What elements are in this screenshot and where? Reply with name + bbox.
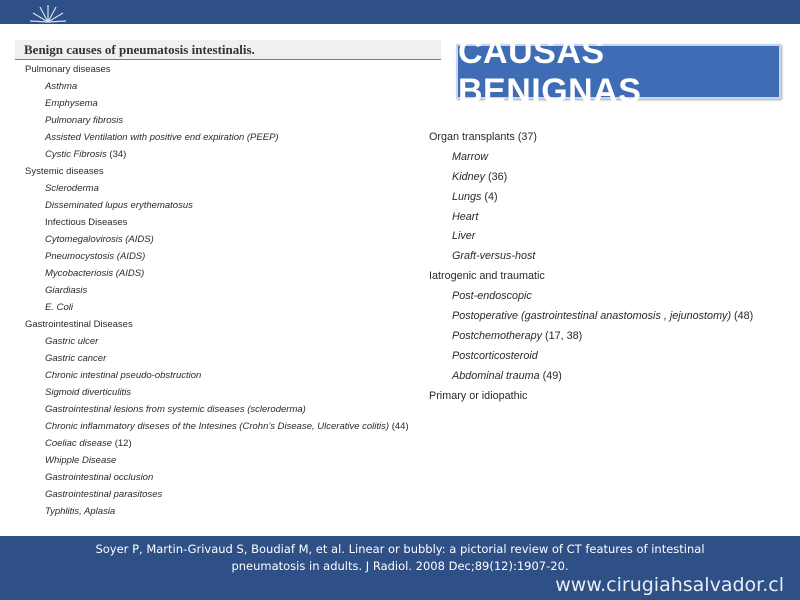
left-text: Infectious Diseases: [45, 217, 128, 228]
right-text: Heart: [452, 210, 479, 223]
left-item: [25, 114, 455, 131]
right-category: [429, 130, 799, 150]
right-text: Primary or idiopathic: [429, 389, 528, 402]
right-text: Post-endoscopic: [452, 290, 532, 303]
title-badge: CAUSAS BENIGNAS: [456, 44, 781, 99]
footer-band: [0, 536, 800, 600]
left-reference: (12): [112, 438, 132, 449]
left-item: [25, 301, 455, 318]
right-item: [429, 289, 799, 309]
left-item: [25, 352, 455, 369]
citation: [40, 541, 760, 575]
right-text: Organ transplants: [429, 131, 515, 143]
right-text: Lungs: [452, 190, 482, 203]
right-text: Graft-versus-host: [452, 250, 536, 263]
left-text: E. Coli: [45, 302, 73, 313]
left-category: [25, 165, 455, 182]
left-text: Chronic intestinal pseudo-obstruction: [45, 370, 202, 381]
website-link[interactable]: www.cirugiahsalvador.cl: [555, 574, 784, 596]
right-reference: (17, 38): [542, 329, 583, 342]
right-text: Iatrogenic and traumatic: [429, 270, 545, 283]
left-item: [25, 386, 455, 403]
left-text: Coeliac disease: [45, 438, 113, 449]
right-item: [429, 349, 799, 369]
table-header: Benign causes of pneumatosis intestinalis.: [15, 40, 441, 60]
right-text: Postcorticosteroid: [452, 349, 538, 362]
left-item: [25, 454, 455, 471]
left-item: [25, 335, 455, 352]
left-text: Whipple Disease: [45, 455, 117, 466]
left-text: Pulmonary diseases: [25, 64, 111, 75]
right-item: [429, 329, 799, 349]
left-item: [25, 403, 455, 420]
left-item: [25, 148, 455, 165]
left-text: Mycobacteriosis (AIDS): [45, 268, 145, 279]
right-text: Marrow: [452, 150, 488, 163]
left-text: Gastrointestinal Diseases: [25, 319, 133, 330]
top-band: [0, 0, 800, 24]
left-item: [25, 97, 455, 114]
left-text: Asthma: [45, 81, 78, 92]
left-text: Gastrointestinal lesions from systemic diseases (scleroderma): [45, 404, 306, 415]
left-item: [25, 250, 455, 267]
sunburst-logo-icon: [28, 2, 68, 24]
right-reference: (48): [731, 310, 754, 323]
right-cause-list: [429, 130, 799, 408]
left-category: [25, 63, 455, 80]
left-text: Typhlitis, Aplasia: [45, 506, 116, 517]
left-item: [25, 488, 455, 505]
left-text: Disseminated lupus erythematosus: [45, 200, 193, 211]
left-text: Gastric cancer: [45, 353, 107, 364]
left-text: Emphysema: [45, 98, 98, 109]
right-text: Abdominal trauma: [452, 369, 540, 382]
right-item: [429, 170, 799, 190]
left-text: Gastric ulcer: [45, 336, 99, 347]
left-item: [25, 267, 455, 284]
left-item: [25, 131, 455, 148]
left-text: Pulmonary fibrosis: [45, 115, 124, 126]
right-item: [429, 369, 799, 389]
citation-line-2: pneumatosis in adults. J Radiol. 2008 Dec;89(12):1907-20.: [231, 559, 569, 573]
left-item: [25, 420, 455, 437]
left-text: Scleroderma: [45, 183, 99, 194]
left-item: [25, 437, 455, 454]
right-item: [429, 229, 799, 249]
right-text: Kidney: [452, 170, 486, 183]
left-item: [25, 505, 455, 522]
left-item: [25, 80, 455, 97]
right-category: [429, 389, 799, 409]
left-text: Pneumocystosis (AIDS): [45, 251, 146, 262]
right-item: [429, 190, 799, 210]
right-text: Liver: [452, 230, 476, 243]
left-text: Cystic Fibrosis: [45, 149, 107, 160]
right-item: [429, 150, 799, 170]
left-reference: (34): [106, 149, 127, 160]
left-item: [25, 284, 455, 301]
citation-line-1: Soyer P, Martin-Grivaud S, Boudiaf M, et al. Linear or bubbly: a pictorial review of CT features of intestinal: [95, 542, 705, 556]
right-reference: (49): [539, 369, 562, 382]
right-item: [429, 309, 799, 329]
left-text: Gastrointestinal occlusion: [45, 472, 154, 483]
left-text: Chronic inflammatory diseses of the Intesines (Crohn’s Disease, Ulcerative colitis): [45, 421, 390, 432]
left-item: [25, 199, 455, 216]
right-item: [429, 249, 799, 269]
left-text: Sigmoid diverticulitis: [45, 387, 132, 398]
left-item: [25, 216, 455, 233]
left-text: Cytomegalovirosis (AIDS): [45, 234, 154, 245]
right-reference: (36): [485, 170, 508, 183]
left-text: Giardiasis: [45, 285, 88, 296]
left-item: [25, 471, 455, 488]
left-cause-list: [25, 63, 455, 522]
right-text: Postoperative (gastrointestinal anastomosis , jejunostomy): [452, 310, 732, 323]
left-item: [25, 182, 455, 199]
left-text: Systemic diseases: [25, 166, 104, 177]
left-reference: (44): [389, 421, 409, 432]
right-text: Postchemotherapy: [452, 329, 543, 342]
left-item: [25, 233, 455, 250]
right-reference: (37): [514, 131, 538, 143]
left-category: [25, 318, 455, 335]
left-item: [25, 369, 455, 386]
right-reference: (4): [481, 190, 498, 203]
right-category: [429, 269, 799, 289]
left-text: Gastrointestinal parasitoses: [45, 489, 163, 500]
right-item: [429, 210, 799, 230]
left-text: Assisted Ventilation with positive end expiration (PEEP): [45, 132, 279, 143]
